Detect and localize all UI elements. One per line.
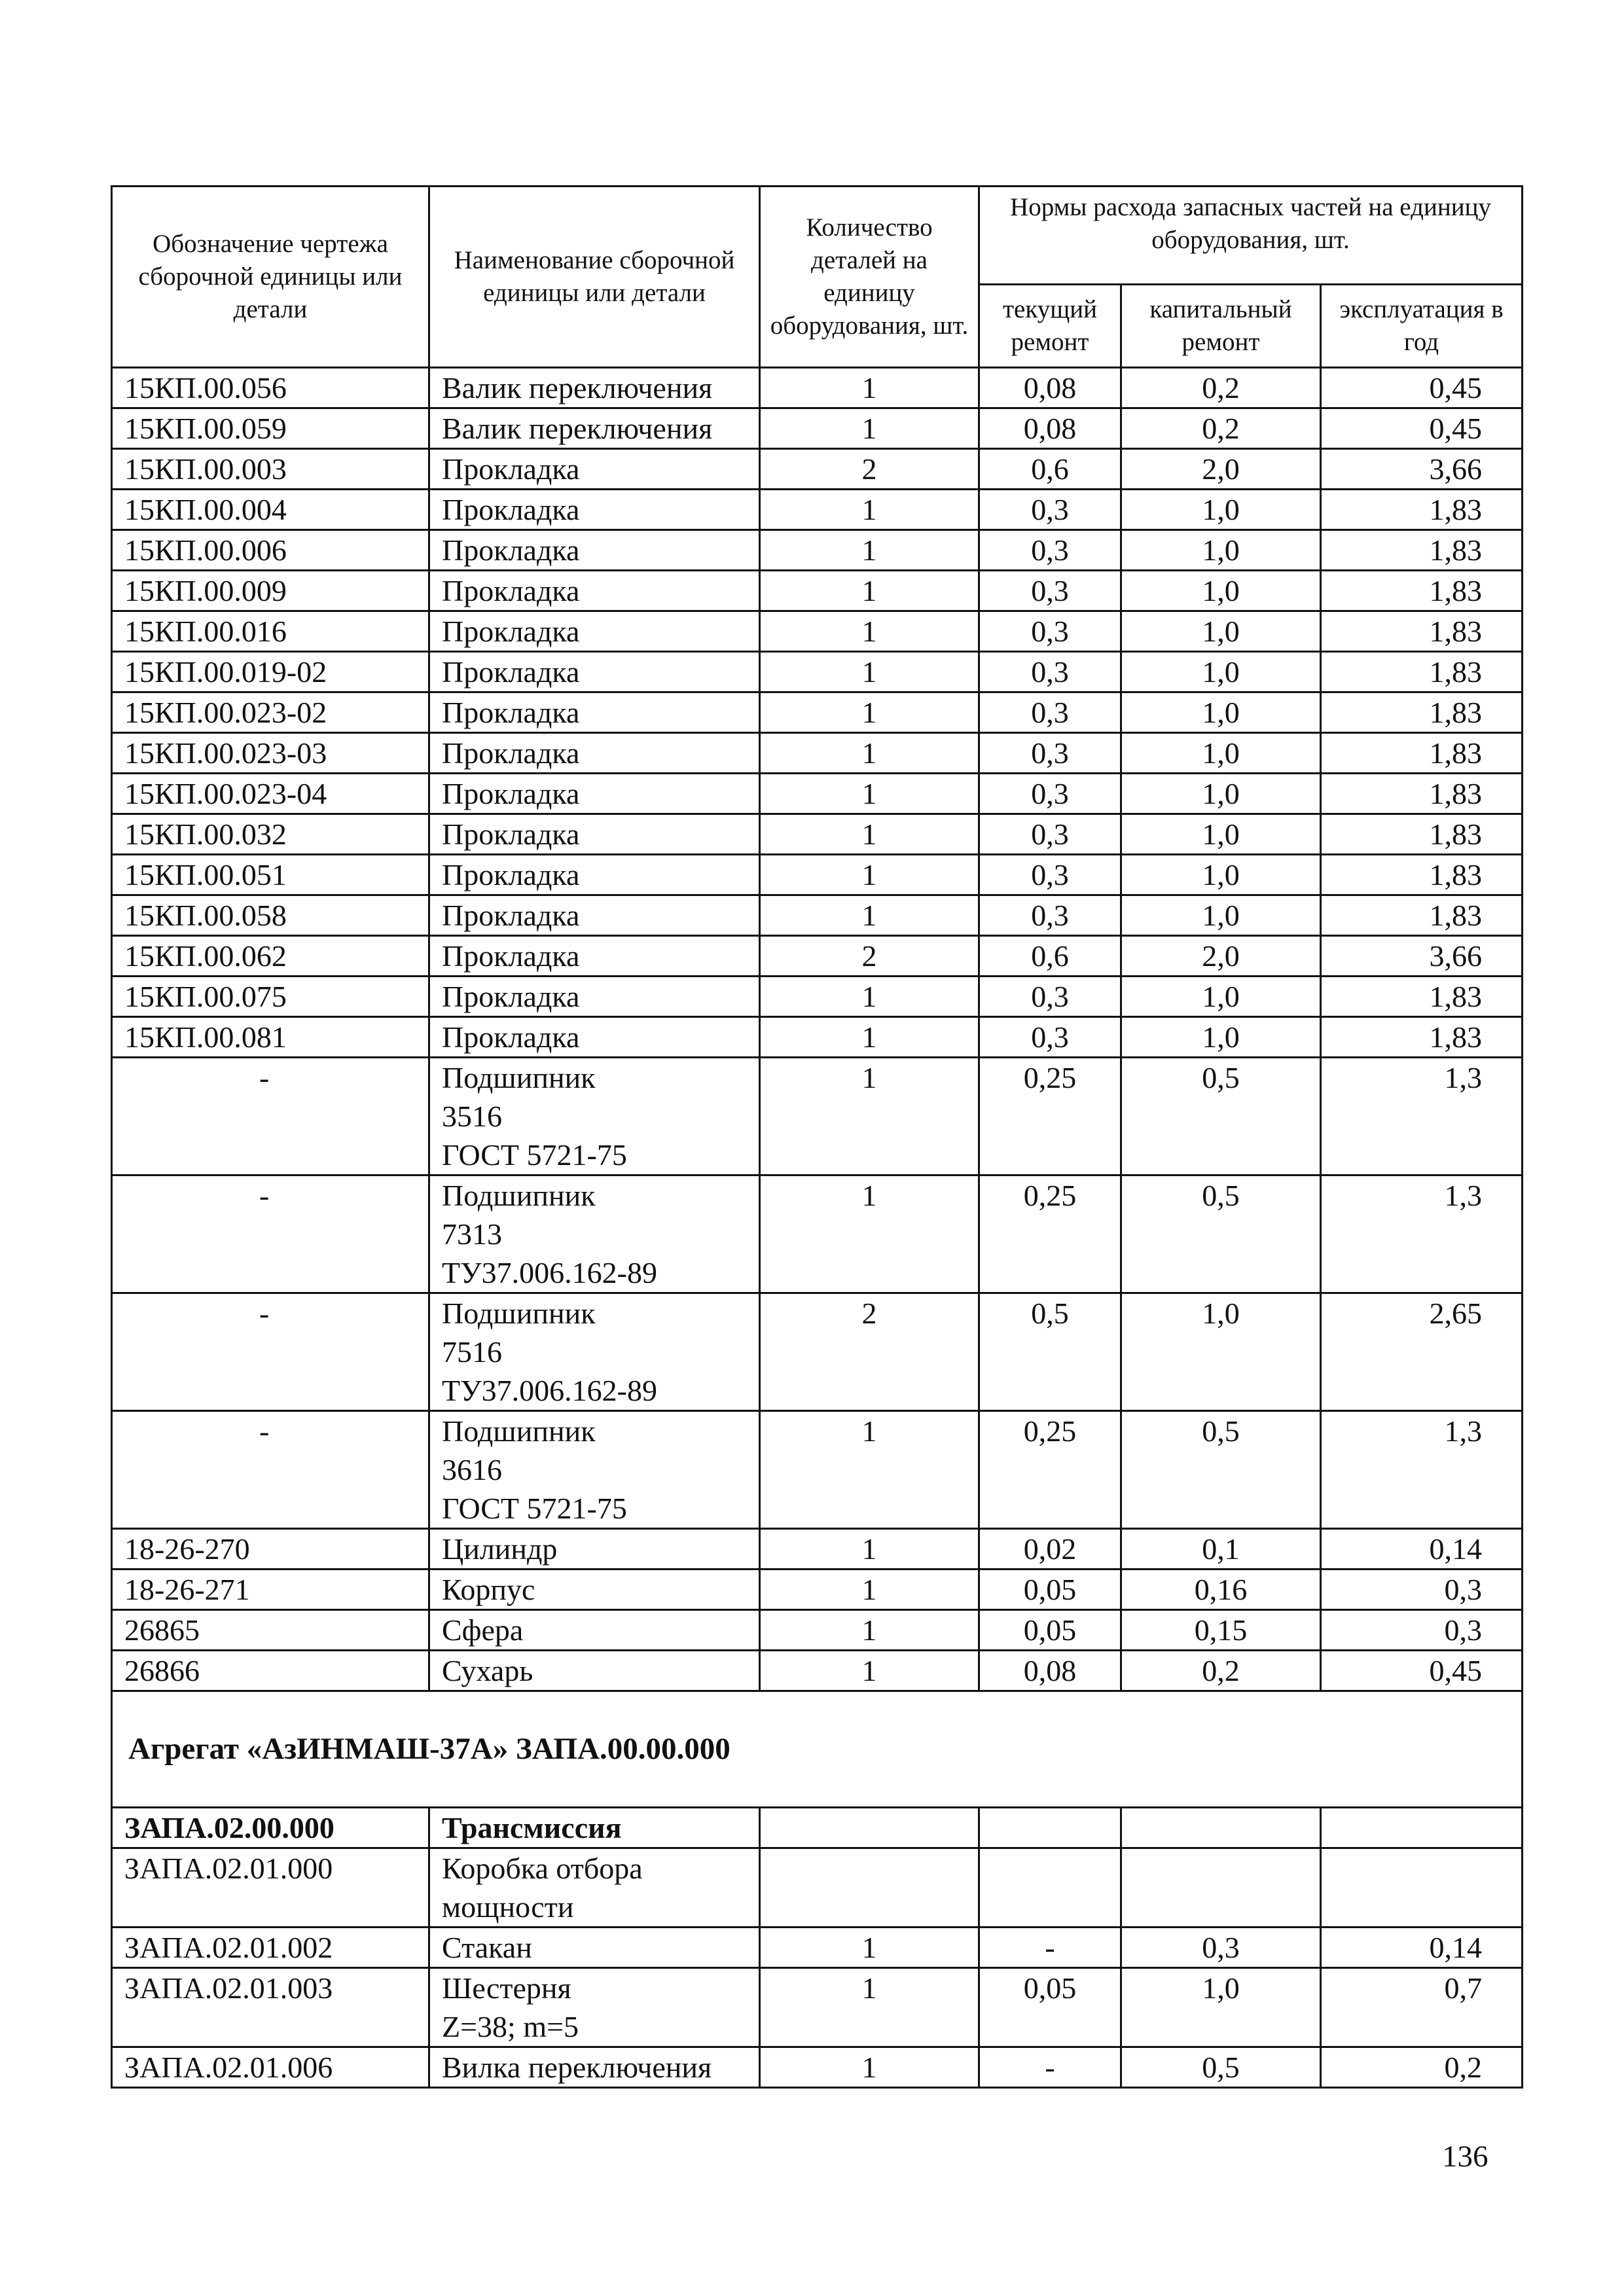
current-repair-cell: 0,25 xyxy=(979,1058,1121,1175)
quantity-cell: 1 xyxy=(760,1570,979,1610)
designation-cell: 26865 xyxy=(112,1610,429,1651)
name-cell: Прокладка xyxy=(429,977,760,1017)
name-cell: Прокладка xyxy=(429,652,760,692)
capital-repair-cell: 1,0 xyxy=(1121,814,1321,855)
designation-cell: 15КП.00.019-02 xyxy=(112,652,429,692)
capital-repair-cell: 1,0 xyxy=(1121,1017,1321,1058)
table-row xyxy=(112,1411,1523,1529)
yearly-operation-cell: 1,83 xyxy=(1321,530,1523,571)
yearly-operation-cell: 0,45 xyxy=(1321,408,1523,449)
designation-cell: 15КП.00.003 xyxy=(112,449,429,490)
current-repair-cell: 0,08 xyxy=(979,368,1121,408)
name-cell: Подшипник 7313 ТУ37.006.162-89 xyxy=(429,1175,760,1293)
capital-repair-cell xyxy=(1121,1848,1321,1928)
yearly-operation-cell: 0,45 xyxy=(1321,368,1523,408)
yearly-operation-cell: 1,83 xyxy=(1321,733,1523,774)
current-repair-cell: 0,3 xyxy=(979,490,1121,530)
designation-cell: 15КП.00.056 xyxy=(112,368,429,408)
table-row xyxy=(112,814,1523,855)
designation-cell: - xyxy=(112,1175,429,1293)
header-operation: эксплуатация в год xyxy=(1321,285,1523,368)
current-repair-cell: 0,3 xyxy=(979,530,1121,571)
quantity-cell: 1 xyxy=(760,1928,979,1968)
capital-repair-cell: 0,5 xyxy=(1121,1058,1321,1175)
capital-repair-cell: 0,5 xyxy=(1121,1175,1321,1293)
current-repair-cell: 0,3 xyxy=(979,855,1121,895)
name-cell: Подшипник 7516 ТУ37.006.162-89 xyxy=(429,1293,760,1411)
table-row xyxy=(112,1570,1523,1610)
quantity-cell: 1 xyxy=(760,977,979,1017)
yearly-operation-cell: 0,7 xyxy=(1321,1968,1523,2047)
yearly-operation-cell: 0,3 xyxy=(1321,1610,1523,1651)
header-capital-repair: капитальный ремонт xyxy=(1121,285,1321,368)
current-repair-cell xyxy=(979,1848,1121,1928)
yearly-operation-cell: 3,66 xyxy=(1321,449,1523,490)
quantity-cell: 1 xyxy=(760,2047,979,2088)
designation-cell: 15КП.00.058 xyxy=(112,895,429,936)
table-row xyxy=(112,1058,1523,1175)
yearly-operation-cell: 1,83 xyxy=(1321,814,1523,855)
yearly-operation-cell: 0,14 xyxy=(1321,1928,1523,1968)
current-repair-cell: - xyxy=(979,1928,1121,1968)
quantity-cell: 2 xyxy=(760,449,979,490)
capital-repair-cell: 0,15 xyxy=(1121,1610,1321,1651)
yearly-operation-cell: 1,83 xyxy=(1321,774,1523,814)
designation-cell: - xyxy=(112,1293,429,1411)
current-repair-cell: 0,25 xyxy=(979,1175,1121,1293)
current-repair-cell xyxy=(979,1808,1121,1848)
current-repair-cell: 0,3 xyxy=(979,774,1121,814)
yearly-operation-cell: 1,83 xyxy=(1321,571,1523,611)
table-row xyxy=(112,1529,1523,1570)
current-repair-cell: 0,3 xyxy=(979,692,1121,733)
yearly-operation-cell: 0,3 xyxy=(1321,1570,1523,1610)
table-body xyxy=(112,187,1523,2088)
table-row xyxy=(112,1928,1523,1968)
designation-cell: 15КП.00.059 xyxy=(112,408,429,449)
table-row xyxy=(112,1651,1523,1691)
quantity-cell: 1 xyxy=(760,774,979,814)
quantity-cell: 1 xyxy=(760,1610,979,1651)
table-row xyxy=(112,611,1523,652)
yearly-operation-cell: 1,83 xyxy=(1321,490,1523,530)
table-row xyxy=(112,977,1523,1017)
yearly-operation-cell: 1,83 xyxy=(1321,611,1523,652)
table-row xyxy=(112,1968,1523,2047)
quantity-cell: 1 xyxy=(760,652,979,692)
name-cell: Прокладка xyxy=(429,530,760,571)
current-repair-cell: 0,3 xyxy=(979,977,1121,1017)
quantity-cell: 1 xyxy=(760,490,979,530)
designation-cell: 15КП.00.016 xyxy=(112,611,429,652)
yearly-operation-cell: 1,83 xyxy=(1321,977,1523,1017)
table-row xyxy=(112,530,1523,571)
name-cell: Прокладка xyxy=(429,895,760,936)
quantity-cell: 1 xyxy=(760,814,979,855)
capital-repair-cell: 1,0 xyxy=(1121,611,1321,652)
capital-repair-cell: 0,16 xyxy=(1121,1570,1321,1610)
capital-repair-cell: 0,2 xyxy=(1121,1651,1321,1691)
capital-repair-cell: 0,1 xyxy=(1121,1529,1321,1570)
name-cell: Прокладка xyxy=(429,1017,760,1058)
current-repair-cell: 0,3 xyxy=(979,814,1121,855)
current-repair-cell: 0,3 xyxy=(979,611,1121,652)
name-cell: Прокладка xyxy=(429,814,760,855)
name-cell: Сухарь xyxy=(429,1651,760,1691)
yearly-operation-cell: 1,83 xyxy=(1321,855,1523,895)
name-cell: Шестерня Z=38; m=5 xyxy=(429,1968,760,2047)
table-row xyxy=(112,449,1523,490)
designation-cell: 15КП.00.062 xyxy=(112,936,429,977)
current-repair-cell: 0,3 xyxy=(979,652,1121,692)
header-designation: Обозначение чертежа сборочной единицы или детали xyxy=(112,187,429,368)
current-repair-cell: - xyxy=(979,2047,1121,2088)
name-cell: Прокладка xyxy=(429,733,760,774)
table-row xyxy=(112,855,1523,895)
yearly-operation-cell: 1,3 xyxy=(1321,1175,1523,1293)
header-row-1 xyxy=(112,187,1523,285)
current-repair-cell: 0,3 xyxy=(979,571,1121,611)
quantity-cell: 1 xyxy=(760,611,979,652)
yearly-operation-cell: 3,66 xyxy=(1321,936,1523,977)
table-row xyxy=(112,2047,1523,2088)
quantity-cell: 1 xyxy=(760,1058,979,1175)
designation-cell: 18-26-271 xyxy=(112,1570,429,1610)
name-cell: Прокладка xyxy=(429,611,760,652)
name-cell: Валик переключения xyxy=(429,408,760,449)
quantity-cell: 1 xyxy=(760,1175,979,1293)
capital-repair-cell: 1,0 xyxy=(1121,1293,1321,1411)
designation-cell: 15КП.00.032 xyxy=(112,814,429,855)
current-repair-cell: 0,5 xyxy=(979,1293,1121,1411)
yearly-operation-cell xyxy=(1321,1808,1523,1848)
header-quantity: Количество деталей на единицу оборудования, шт. xyxy=(760,187,979,368)
header-current-repair: текущий ремонт xyxy=(979,285,1121,368)
current-repair-cell: 0,3 xyxy=(979,733,1121,774)
quantity-cell: 1 xyxy=(760,895,979,936)
section-row xyxy=(112,1691,1523,1808)
capital-repair-cell: 1,0 xyxy=(1121,530,1321,571)
table-row xyxy=(112,1017,1523,1058)
designation-cell: 15КП.00.004 xyxy=(112,490,429,530)
name-cell: Коробка отбора мощности xyxy=(429,1848,760,1928)
capital-repair-cell: 0,2 xyxy=(1121,368,1321,408)
name-cell: Прокладка xyxy=(429,774,760,814)
table-row xyxy=(112,368,1523,408)
table-row xyxy=(112,733,1523,774)
current-repair-cell: 0,05 xyxy=(979,1968,1121,2047)
capital-repair-cell: 1,0 xyxy=(1121,1968,1321,2047)
capital-repair-cell: 1,0 xyxy=(1121,490,1321,530)
yearly-operation-cell: 1,83 xyxy=(1321,1017,1523,1058)
name-cell: Прокладка xyxy=(429,855,760,895)
current-repair-cell: 0,3 xyxy=(979,1017,1121,1058)
designation-cell: 18-26-270 xyxy=(112,1529,429,1570)
spare-parts-table xyxy=(111,185,1523,2089)
current-repair-cell: 0,6 xyxy=(979,449,1121,490)
current-repair-cell: 0,3 xyxy=(979,895,1121,936)
table-row xyxy=(112,408,1523,449)
capital-repair-cell: 0,5 xyxy=(1121,2047,1321,2088)
quantity-cell: 1 xyxy=(760,733,979,774)
designation-cell: 15КП.00.075 xyxy=(112,977,429,1017)
quantity-cell: 1 xyxy=(760,1017,979,1058)
quantity-cell: 1 xyxy=(760,571,979,611)
yearly-operation-cell: 0,2 xyxy=(1321,2047,1523,2088)
capital-repair-cell: 1,0 xyxy=(1121,571,1321,611)
name-cell: Сфера xyxy=(429,1610,760,1651)
current-repair-cell: 0,6 xyxy=(979,936,1121,977)
current-repair-cell: 0,02 xyxy=(979,1529,1121,1570)
capital-repair-cell: 1,0 xyxy=(1121,895,1321,936)
name-cell: Прокладка xyxy=(429,571,760,611)
designation-cell: ЗАПА.02.01.003 xyxy=(112,1968,429,2047)
quantity-cell: 1 xyxy=(760,530,979,571)
table-row xyxy=(112,774,1523,814)
capital-repair-cell: 1,0 xyxy=(1121,652,1321,692)
designation-cell: 15КП.00.081 xyxy=(112,1017,429,1058)
name-cell: Валик переключения xyxy=(429,368,760,408)
name-cell: Корпус xyxy=(429,1570,760,1610)
name-cell: Подшипник 3616 ГОСТ 5721-75 xyxy=(429,1411,760,1529)
designation-cell: 15КП.00.023-02 xyxy=(112,692,429,733)
designation-cell: ЗАПА.02.01.000 xyxy=(112,1848,429,1928)
yearly-operation-cell: 1,83 xyxy=(1321,652,1523,692)
name-cell: Прокладка xyxy=(429,936,760,977)
table-row xyxy=(112,1808,1523,1848)
quantity-cell: 1 xyxy=(760,368,979,408)
designation-cell: ЗАПА.02.01.002 xyxy=(112,1928,429,1968)
quantity-cell: 1 xyxy=(760,1411,979,1529)
table-row xyxy=(112,692,1523,733)
table-row xyxy=(112,490,1523,530)
quantity-cell: 1 xyxy=(760,408,979,449)
capital-repair-cell xyxy=(1121,1808,1321,1848)
capital-repair-cell: 0,5 xyxy=(1121,1411,1321,1529)
table-row xyxy=(112,571,1523,611)
yearly-operation-cell: 0,14 xyxy=(1321,1529,1523,1570)
designation-cell: 15КП.00.051 xyxy=(112,855,429,895)
designation-cell: 26866 xyxy=(112,1651,429,1691)
table-row xyxy=(112,936,1523,977)
table-row xyxy=(112,1293,1523,1411)
name-cell: Стакан xyxy=(429,1928,760,1968)
table-row xyxy=(112,1848,1523,1928)
yearly-operation-cell: 1,83 xyxy=(1321,895,1523,936)
name-cell: Цилиндр xyxy=(429,1529,760,1570)
name-cell: Прокладка xyxy=(429,692,760,733)
name-cell: Прокладка xyxy=(429,449,760,490)
capital-repair-cell: 1,0 xyxy=(1121,774,1321,814)
section-title: Агрегат «АзИНМАШ-37А» ЗАПА.00.00.000 xyxy=(112,1691,1523,1808)
current-repair-cell: 0,05 xyxy=(979,1570,1121,1610)
capital-repair-cell: 2,0 xyxy=(1121,449,1321,490)
quantity-cell: 2 xyxy=(760,1293,979,1411)
capital-repair-cell: 1,0 xyxy=(1121,733,1321,774)
current-repair-cell: 0,08 xyxy=(979,1651,1121,1691)
header-norms: Нормы расхода запасных частей на единицу оборудования, шт. xyxy=(979,187,1523,285)
table-row xyxy=(112,1175,1523,1293)
table-row xyxy=(112,652,1523,692)
table-row xyxy=(112,1610,1523,1651)
name-cell: Вилка переключения xyxy=(429,2047,760,2088)
current-repair-cell: 0,25 xyxy=(979,1411,1121,1529)
designation-cell: 15КП.00.006 xyxy=(112,530,429,571)
current-repair-cell: 0,08 xyxy=(979,408,1121,449)
capital-repair-cell: 1,0 xyxy=(1121,692,1321,733)
yearly-operation-cell: 1,3 xyxy=(1321,1411,1523,1529)
yearly-operation-cell xyxy=(1321,1848,1523,1928)
capital-repair-cell: 1,0 xyxy=(1121,977,1321,1017)
quantity-cell xyxy=(760,1808,979,1848)
quantity-cell: 1 xyxy=(760,1968,979,2047)
yearly-operation-cell: 1,3 xyxy=(1321,1058,1523,1175)
designation-cell: 15КП.00.023-04 xyxy=(112,774,429,814)
capital-repair-cell: 0,2 xyxy=(1121,408,1321,449)
quantity-cell: 1 xyxy=(760,1651,979,1691)
designation-cell: ЗАПА.02.00.000 xyxy=(112,1808,429,1848)
page-number: 136 xyxy=(1442,2140,1489,2174)
quantity-cell: 1 xyxy=(760,855,979,895)
name-cell: Трансмиссия xyxy=(429,1808,760,1848)
capital-repair-cell: 0,3 xyxy=(1121,1928,1321,1968)
header-name: Наименование сборочной единицы или детали xyxy=(429,187,760,368)
yearly-operation-cell: 0,45 xyxy=(1321,1651,1523,1691)
table-row xyxy=(112,895,1523,936)
designation-cell: - xyxy=(112,1058,429,1175)
quantity-cell xyxy=(760,1848,979,1928)
capital-repair-cell: 1,0 xyxy=(1121,855,1321,895)
quantity-cell: 2 xyxy=(760,936,979,977)
yearly-operation-cell: 1,83 xyxy=(1321,692,1523,733)
name-cell: Прокладка xyxy=(429,490,760,530)
designation-cell: 15КП.00.023-03 xyxy=(112,733,429,774)
name-cell: Подшипник 3516 ГОСТ 5721-75 xyxy=(429,1058,760,1175)
quantity-cell: 1 xyxy=(760,692,979,733)
current-repair-cell: 0,05 xyxy=(979,1610,1121,1651)
designation-cell: ЗАПА.02.01.006 xyxy=(112,2047,429,2088)
designation-cell: 15КП.00.009 xyxy=(112,571,429,611)
capital-repair-cell: 2,0 xyxy=(1121,936,1321,977)
yearly-operation-cell: 2,65 xyxy=(1321,1293,1523,1411)
quantity-cell: 1 xyxy=(760,1529,979,1570)
designation-cell: - xyxy=(112,1411,429,1529)
